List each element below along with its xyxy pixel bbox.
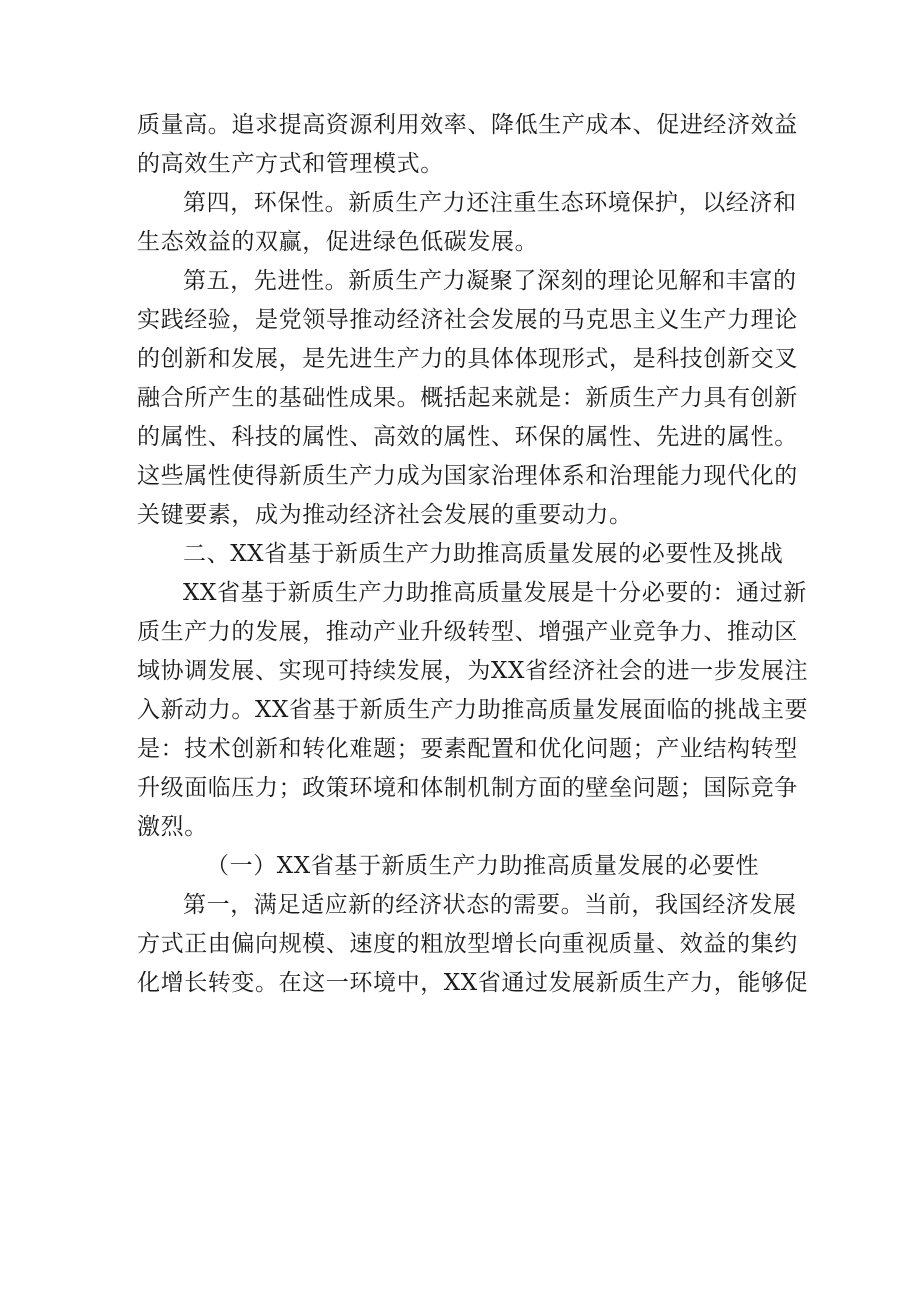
paragraph-start-line: XX省基于新质生产力助推高质量发展是十分必要的：通过新 [183, 580, 807, 606]
body-line: 入新动力。XX省基于新质生产力助推高质量发展面临的挑战主要 [137, 697, 809, 723]
body-line: 激烈。 [137, 814, 208, 840]
body-line: 质生产力的发展，推动产业升级转型、增强产业竞争力、推动区 [137, 619, 798, 645]
document-body [137, 106, 809, 1003]
body-line: 质量高。追求提高资源利用效率、降低生产成本、促进经济效益 [137, 112, 798, 138]
body-line: 这些属性使得新质生产力成为国家治理体系和治理能力现代化的 [137, 463, 798, 489]
body-line: 的属性、科技的属性、高效的属性、环保的属性、先进的属性。 [137, 424, 798, 450]
body-line: 的创新和发展，是先进生产力的具体体现形式，是科技创新交叉 [137, 346, 798, 372]
body-line: 升级面临压力；政策环境和体制机制方面的壁垒问题；国际竞争 [137, 775, 798, 801]
body-line: 的高效生产方式和管理模式。 [137, 151, 444, 177]
paragraph-start-line: 第四，环保性。新质生产力还注重生态环境保护，以经济和 [183, 190, 797, 216]
body-line: 生态效益的双赢，促进绿色低碳发展。 [137, 229, 539, 255]
section-heading: 二、XX省基于新质生产力助推高质量发展的必要性及挑战 [183, 541, 784, 567]
paragraph-start-line: 第一，满足适应新的经济状态的需要。当前，我国经济发展 [183, 892, 797, 918]
body-line: 融合所产生的基础性成果。概括起来就是：新质生产力具有创新 [137, 385, 798, 411]
body-line: 域协调发展、实现可持续发展，为XX省经济社会的进一步发展注 [137, 658, 809, 684]
body-line: 是：技术创新和转化难题；要素配置和优化问题；产业结构转型 [137, 736, 798, 762]
paragraph-start-line: 第五，先进性。新质生产力凝聚了深刻的理论见解和丰富的 [183, 268, 797, 294]
body-line: 关键要素，成为推动经济社会发展的重要动力。 [137, 502, 633, 528]
body-line: 实践经验，是党领导推动经济社会发展的马克思主义生产力理论 [137, 307, 798, 333]
body-line: 方式正由偏向规模、速度的粗放型增长向重视质量、效益的集约 [137, 931, 798, 957]
body-line: 化增长转变。在这一环境中，XX省通过发展新质生产力，能够促 [137, 970, 809, 996]
subsection-heading: （一）XX省基于新质生产力助推高质量发展的必要性 [206, 853, 760, 879]
